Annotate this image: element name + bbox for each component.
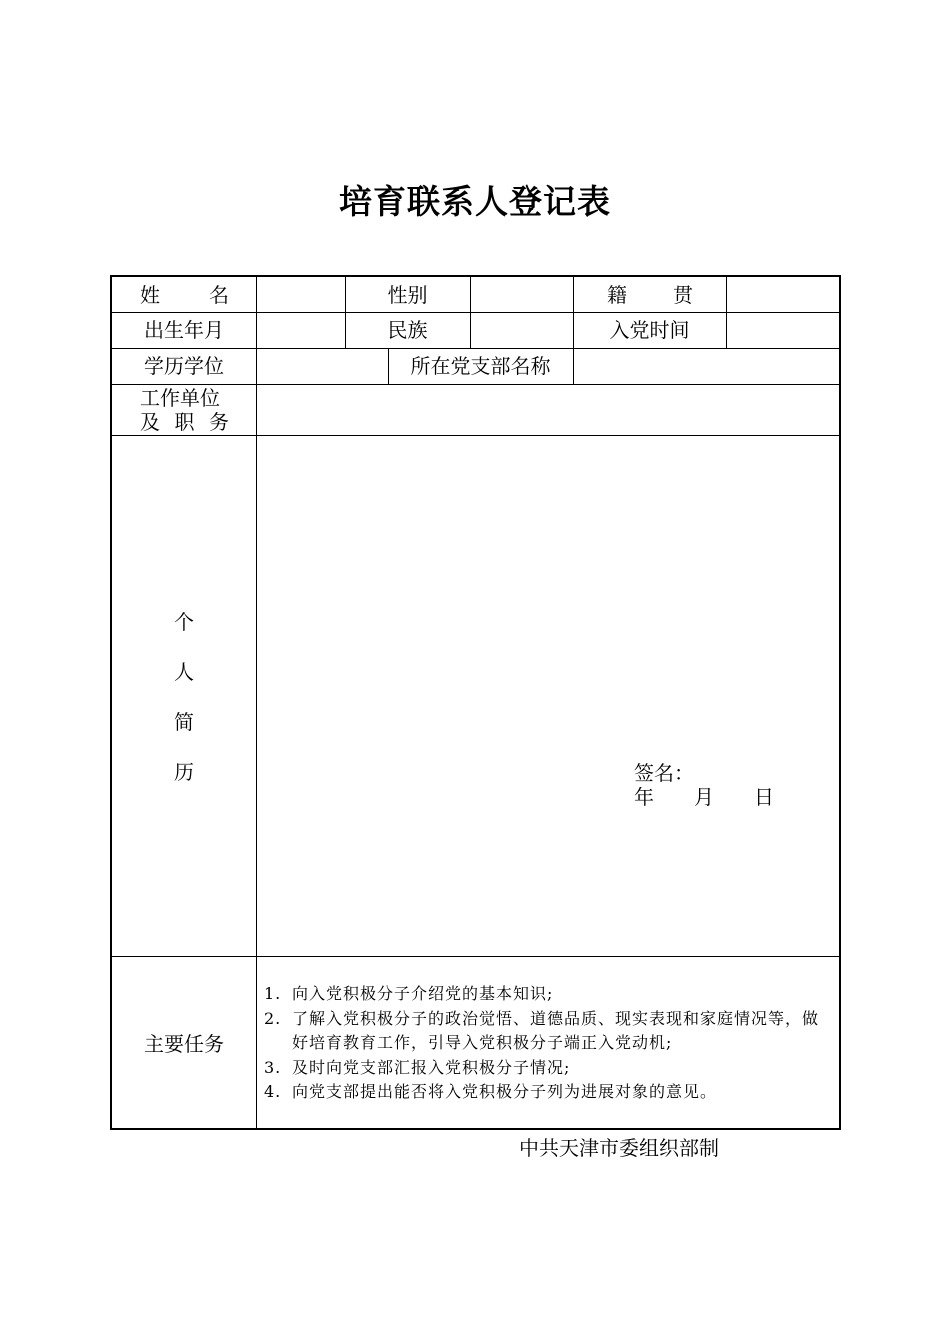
birth-date-label: 出生年月 [144,318,224,342]
name-label-char: 名 [209,283,229,307]
join-party-date-label: 入党时间 [609,318,690,342]
task-text: 向党支部提出能否将入党积极分子列为进展对象的意见。 [292,1082,718,1101]
column-divider [726,277,727,348]
task-text: 了解入党积极分子的政治觉悟、道德品质、现实表现和家庭情况等，做好培育教育工作，引导入党积极分子端正入党动机; [292,1008,820,1052]
list-item [264,1007,824,1056]
date-line [634,786,774,808]
name-label [140,284,229,306]
work-unit-label: 工作单位 [140,386,220,410]
issuer-footer: 中共天津市委组织部制 [519,1136,719,1160]
task-text: 向入党积极分子介绍党的基本知识; [292,984,554,1003]
native-place-label [607,284,693,306]
task-text: 及时向党支部汇报入党积极分子情况; [292,1057,571,1077]
year-label: 年 [634,785,654,809]
task-number: 1. [264,984,282,1003]
native-label-char: 贯 [673,283,693,307]
main-tasks-label: 主要任务 [144,1032,224,1056]
list-item [264,1080,824,1105]
day-label: 日 [754,785,774,809]
party-branch-label: 所在党支部名称 [410,354,551,378]
task-number: 3. [264,1057,282,1077]
ethnicity-label: 民族 [387,318,428,342]
column-divider [256,277,257,1128]
form-title: 培育联系人登记表 [339,182,611,221]
column-divider [470,277,471,348]
resume-label-char: 人 [174,660,194,684]
registration-form-table [110,275,841,1130]
row-divider [112,348,839,349]
position-label-char: 及 [140,410,160,434]
task-number: 2. [264,1008,282,1028]
row-divider [112,956,839,957]
row-divider [112,312,839,313]
row-divider [112,384,839,385]
row-divider [112,435,839,436]
resume-label-char: 个 [174,610,194,634]
task-list [264,982,824,1105]
column-divider [573,348,574,384]
name-label-char: 姓 [140,283,160,307]
personal-resume-label [112,611,256,811]
resume-label-char: 简 [174,710,194,734]
education-label: 学历学位 [144,354,224,378]
gender-label: 性别 [387,283,428,307]
position-label-char: 职 [174,410,195,434]
resume-label-char: 历 [174,760,194,784]
list-item [264,1056,824,1081]
task-number: 4. [264,1082,282,1101]
list-item [264,982,824,1007]
signature-label: 签名： [634,761,694,785]
month-label: 月 [694,785,714,809]
position-label-char: 务 [209,410,229,434]
position-label [140,411,229,433]
native-label-char: 籍 [607,283,627,307]
